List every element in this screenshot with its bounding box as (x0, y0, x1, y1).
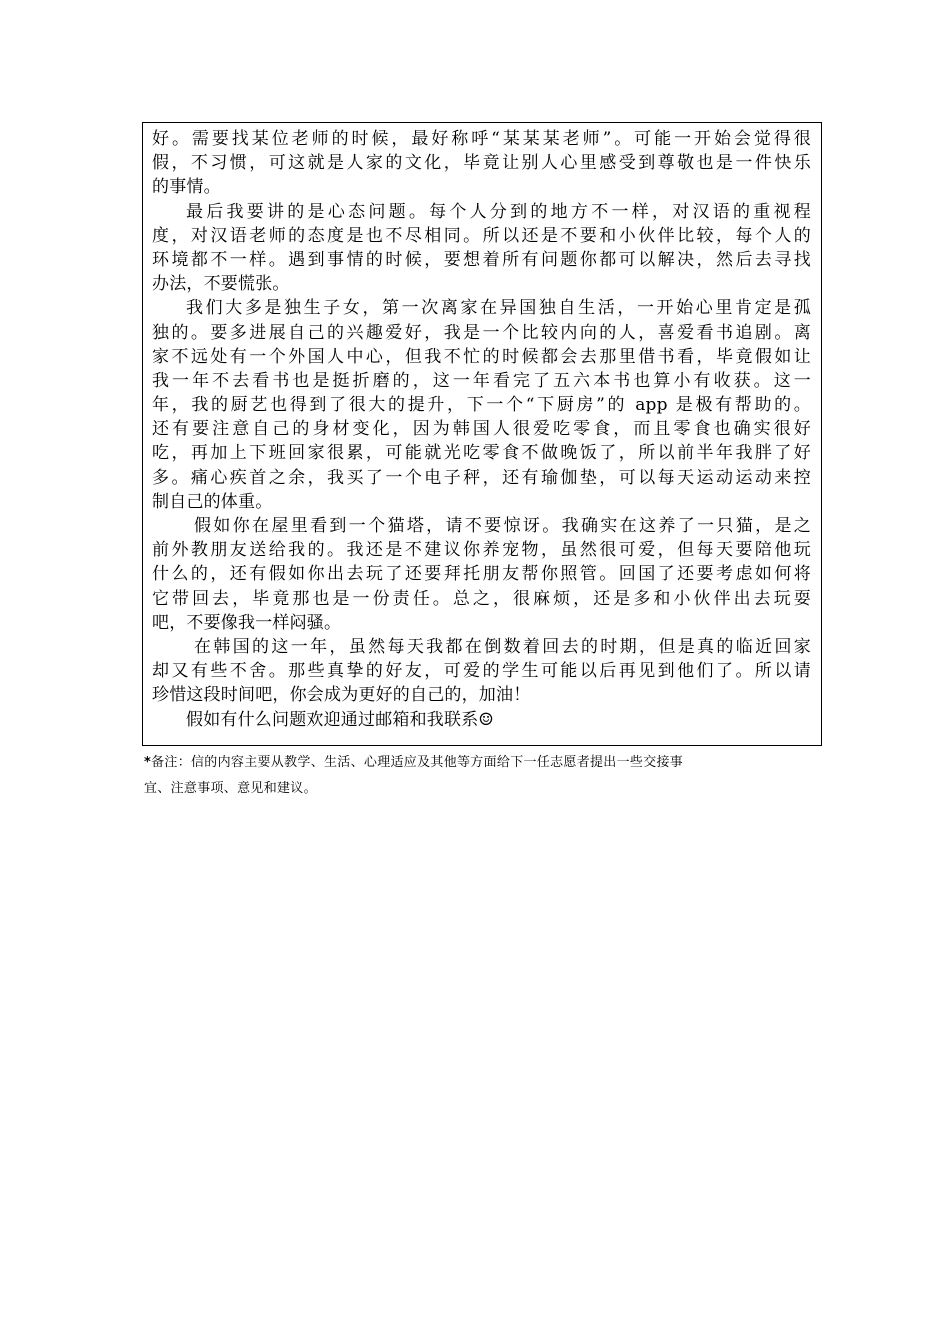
letter-line: 还有要注意自己的身材变化，因为韩国人很爱吃零食，而且零食也确实很好 (152, 419, 811, 440)
letter-line: 珍惜这段时间吧，你会成为更好的自己的，加油！ (152, 685, 531, 706)
letter-line: 独的。要多进展自己的兴趣爱好，我是一个比较内向的人，喜爱看书追剧。离 (152, 322, 811, 343)
letter-line: 年，我的厨艺也得到了很大的提升，下一个“下厨房”的 app 是极有帮助的。 (152, 395, 811, 416)
letter-line: 好。需要找某位老师的时候，最好称呼“某某某老师”。可能一开始会觉得很 (152, 129, 811, 149)
letter-line: 假如有什么问题欢迎通过邮箱和我联系☺ (186, 709, 494, 730)
letter-line: 却又有些不舍。那些真挚的好友，可爱的学生可能以后再见到他们了。所以请 (152, 661, 811, 682)
letter-line: 前外教朋友送给我的。我还是不建议你养宠物，虽然很可爱，但每天要陪他玩 (152, 540, 811, 561)
letter-line: 什么的，还有假如你出去玩了还要拜托朋友帮你照管。回国了还要考虑如何将 (152, 564, 811, 585)
footnote-line: 宜、注意事项、意见和建议。 (144, 781, 317, 796)
letter-line: 吧，不要像我一样闷骚。 (152, 612, 342, 633)
letter-line: 的事情。 (152, 177, 221, 198)
letter-line: 度，对汉语老师的态度是也不尽相同。所以还是不要和小伙伴比较，每个人的 (152, 225, 811, 246)
footnote-line (144, 750, 834, 776)
letter-line: 我一年不去看书也是挺折磨的，这一年看完了五六本书也算小有收获。这一 (152, 370, 811, 391)
letter-line: 办法，不要慌张。 (152, 274, 290, 295)
letter-line: 吃，再加上下班回家很累，可能就光吃零食不做晚饭了，所以前半年我胖了好 (152, 443, 811, 464)
letter-line: 环境都不一样。遇到事情的时候，要想着所有问题你都可以解决，然后去寻找 (152, 249, 811, 270)
letter-line: 制自己的体重。 (152, 491, 273, 512)
footnote-text: 备注：信的内容主要从教学、生活、心理适应及其他等方面给下一任志愿者提出一些交接事 (151, 755, 684, 770)
letter-line: 假，不习惯，可这就是人家的文化，毕竟让别人心里感受到尊敬也是一件快乐 (152, 153, 811, 174)
letter-line: 最后我要讲的是心态问题。每个人分到的地方不一样，对汉语的重视程 (186, 201, 811, 222)
letter-line: 多。痛心疾首之余，我买了一个电子秤，还有瑜伽垫，可以每天运动运动来控 (152, 467, 811, 488)
letter-line: 家不远处有一个外国人中心，但我不忙的时候都会去那里借书看，毕竟假如让 (152, 346, 811, 367)
letter-line: 它带回去，毕竟那也是一份责任。总之，很麻烦，还是多和小伙伴出去玩耍 (152, 588, 811, 609)
letter-line: 在韩国的这一年，虽然每天我都在倒数着回去的时期，但是真的临近回家 (194, 636, 811, 657)
footnote (144, 750, 834, 802)
letter-body (142, 122, 822, 746)
footnote-marker: * (144, 755, 152, 770)
letter-line: 假如你在屋里看到一个猫塔，请不要惊讶。我确实在这养了一只猫，是之 (194, 516, 811, 536)
letter-line: 我们大多是独生子女，第一次离家在异国独自生活，一开始心里肯定是孤 (186, 298, 811, 319)
